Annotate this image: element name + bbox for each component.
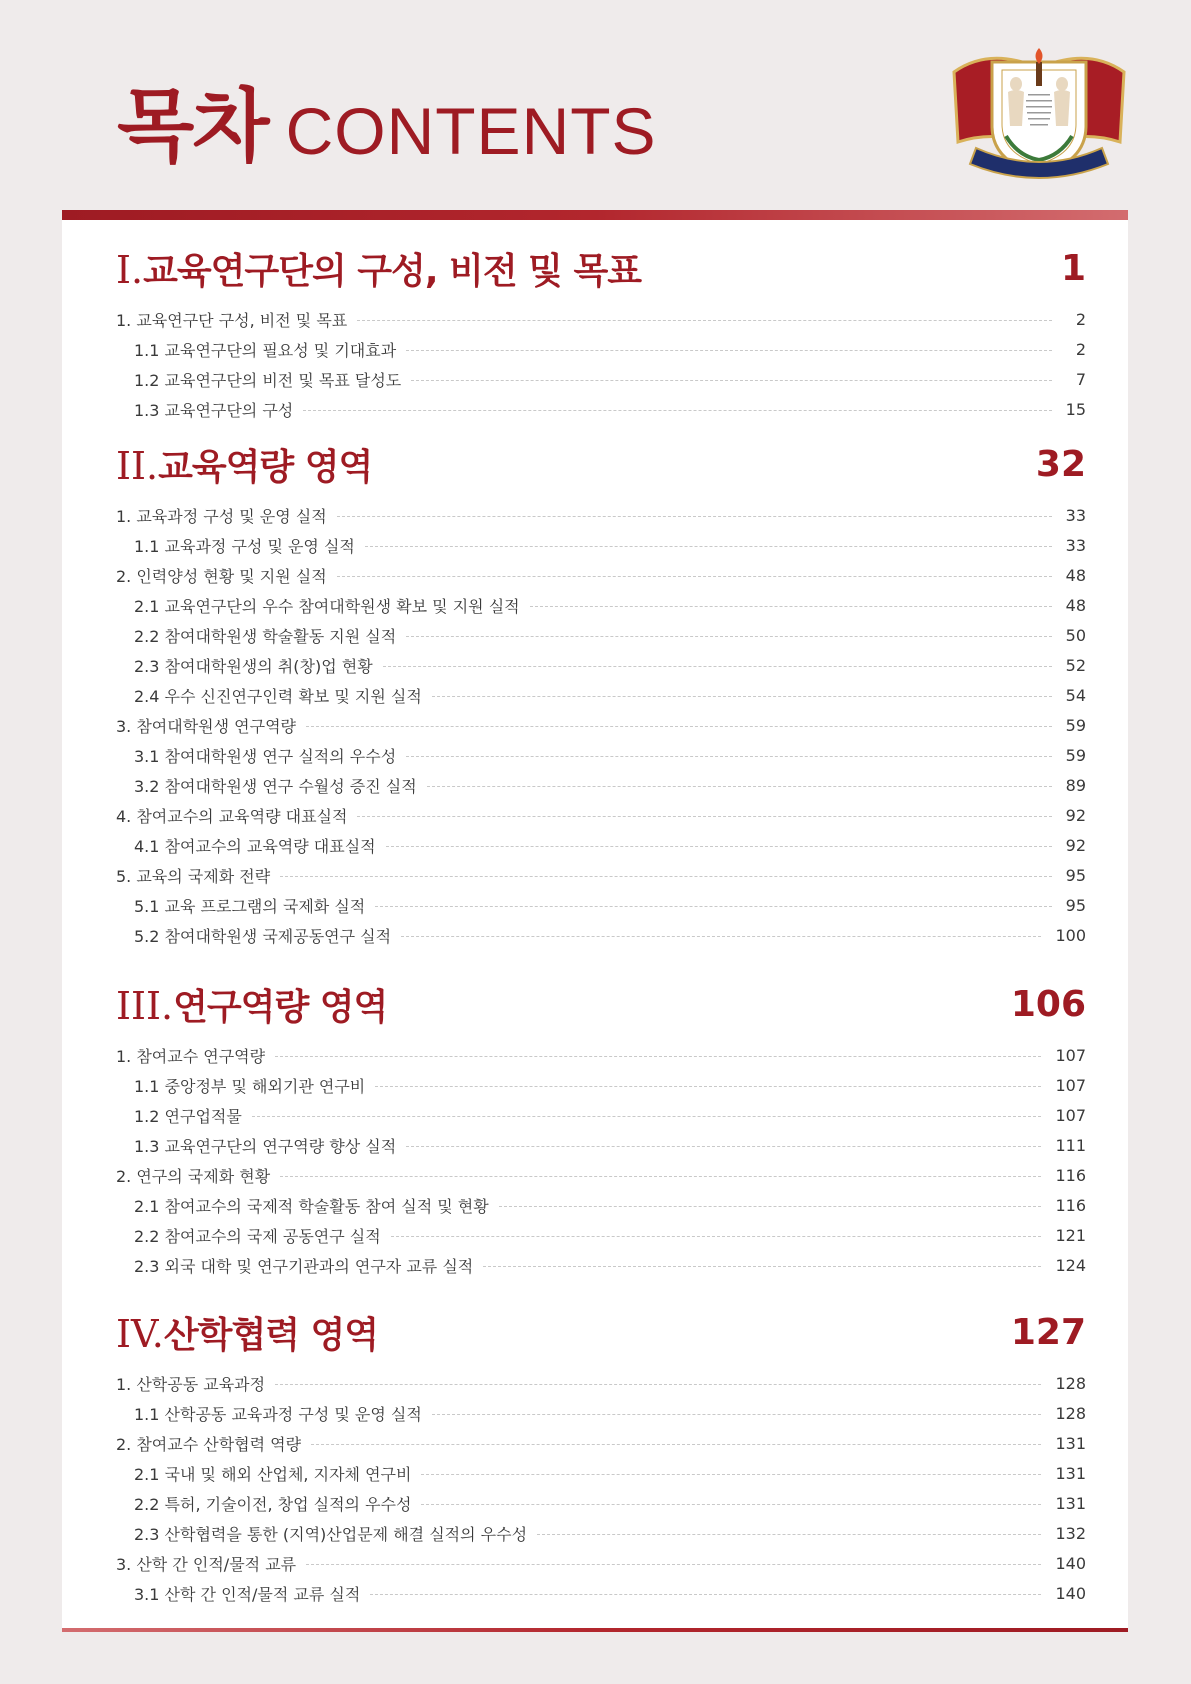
toc-subentry[interactable] [116,920,1086,950]
entry-page-number: 128 [1055,1403,1086,1423]
dotted-leader [499,1206,1042,1207]
dotted-leader [275,1056,1041,1057]
entry-label: 3.1 산학 간 인적/물적 교류 실적 [134,1584,361,1604]
entry-label: 3.2 참여대학원생 연구 수월성 증진 실적 [134,776,417,796]
entry-page-number: 100 [1055,925,1086,945]
entry-page-number: 140 [1055,1583,1086,1603]
entry-label: 2.2 참여대학원생 학술활동 지원 실적 [134,626,397,646]
section-title [116,243,641,294]
entry-label: 1. 산학공동 교육과정 [116,1374,266,1394]
section-title-text: 산학협력 영역 [163,1314,379,1356]
toc-subentry[interactable] [116,740,1086,770]
entry-label: 4.1 참여교수의 교육역량 대표실적 [134,836,376,856]
university-emblem-icon [948,44,1130,184]
dotted-leader [275,1384,1041,1385]
toc-section [116,432,1086,972]
section-number: III. [116,983,174,1028]
dotted-leader [306,726,1052,727]
dotted-leader [252,1116,1042,1117]
entry-label: 5. 교육의 국제화 전략 [116,866,271,886]
entry-page-number: 59 [1065,715,1086,735]
section-heading[interactable] [116,972,1086,1036]
dotted-leader [280,876,1051,877]
toc-section [116,1300,1086,1622]
toc-subentry[interactable] [116,650,1086,680]
section-title [116,1307,378,1358]
toc-subentry[interactable] [116,620,1086,650]
toc-subentry[interactable] [116,1488,1086,1518]
entry-label: 1.3 교육연구단의 구성 [134,400,294,420]
dotted-leader [357,816,1051,817]
toc-subentry[interactable] [116,1220,1086,1250]
top-accent-bar [62,210,1128,220]
entry-label: 2. 참여교수 산학협력 역량 [116,1434,302,1454]
entry-page-number: 92 [1065,835,1086,855]
section-entries [116,300,1086,432]
entry-page-number: 116 [1055,1165,1086,1185]
toc-subentry[interactable] [116,1458,1086,1488]
dotted-leader [421,1504,1041,1505]
entry-page-number: 2 [1075,339,1086,359]
entry-label: 2.2 특허, 기술이전, 창업 실적의 우수성 [134,1494,412,1514]
dotted-leader [365,546,1052,547]
dotted-leader [411,380,1052,381]
dotted-leader [421,1474,1041,1475]
toc-subentry[interactable] [116,680,1086,710]
toc-subentry[interactable] [116,1250,1086,1280]
section-number: II. [116,443,159,488]
toc-subentry[interactable] [116,770,1086,800]
dotted-leader [406,636,1051,637]
dotted-leader [530,606,1052,607]
section-number: IV. [116,1311,164,1356]
entry-label: 2.4 우수 신진연구인력 확보 및 지원 실적 [134,686,422,706]
entry-label: 1.1 산학공동 교육과정 구성 및 운영 실적 [134,1404,422,1424]
section-page-number: 1 [1060,247,1086,289]
entry-page-number: 7 [1075,369,1086,389]
entry-page-number: 50 [1065,625,1086,645]
dotted-leader [370,1594,1041,1595]
toc-entry[interactable] [116,1160,1086,1190]
entry-label: 1. 교육연구단 구성, 비전 및 목표 [116,310,348,330]
toc-subentry[interactable] [116,890,1086,920]
section-page-number: 32 [1035,443,1086,485]
section-entries [116,1036,1086,1300]
entry-label: 5.1 교육 프로그램의 국제화 실적 [134,896,366,916]
entry-label: 1.2 교육연구단의 비전 및 목표 달성도 [134,370,402,390]
section-entries [116,496,1086,972]
entry-label: 2.3 외국 대학 및 연구기관과의 연구자 교류 실적 [134,1256,474,1276]
entry-label: 1.2 연구업적물 [134,1106,242,1126]
entry-page-number: 124 [1055,1255,1086,1275]
section-page-number: 106 [1010,983,1086,1025]
entry-label: 1.1 교육연구단의 필요성 및 기대효과 [134,340,397,360]
toc-section [116,972,1086,1300]
toc-entry[interactable] [116,1428,1086,1458]
entry-page-number: 121 [1055,1225,1086,1245]
toc-subentry[interactable] [116,1578,1086,1608]
toc-entry[interactable] [116,304,1086,334]
toc-subentry[interactable] [116,1070,1086,1100]
dotted-leader [303,410,1051,411]
entry-label: 2. 인력양성 현황 및 지원 실적 [116,566,327,586]
page-header [0,0,1191,210]
section-title-text: 교육연구단의 구성, 비전 및 목표 [143,250,641,292]
entry-page-number: 33 [1065,505,1086,525]
section-title-text: 연구역량 영역 [173,986,388,1028]
dotted-leader [406,756,1051,757]
entry-page-number: 89 [1065,775,1086,795]
dotted-leader [383,666,1052,667]
dotted-leader [406,1146,1041,1147]
entry-page-number: 132 [1055,1523,1086,1543]
toc-subentry[interactable] [116,830,1086,860]
dotted-leader [280,1176,1041,1177]
entry-page-number: 107 [1055,1045,1086,1065]
toc-subentry[interactable] [116,394,1086,424]
entry-page-number: 48 [1065,595,1086,615]
toc-subentry[interactable] [116,1518,1086,1548]
section-heading[interactable] [116,236,1086,300]
dotted-leader [427,786,1052,787]
toc-entry[interactable] [116,710,1086,740]
entry-label: 5.2 참여대학원생 국제공동연구 실적 [134,926,392,946]
entry-label: 4. 참여교수의 교육역량 대표실적 [116,806,348,826]
dotted-leader [311,1444,1041,1445]
entry-page-number: 107 [1055,1075,1086,1095]
entry-page-number: 2 [1075,309,1086,329]
toc-subentry[interactable] [116,1398,1086,1428]
section-page-number: 127 [1010,1311,1086,1353]
entry-page-number: 128 [1055,1373,1086,1393]
toc-entry[interactable] [116,800,1086,830]
entry-label: 3. 산학 간 인적/물적 교류 [116,1554,297,1574]
entry-page-number: 15 [1065,399,1086,419]
section-entries [116,1364,1086,1622]
section-number: I. [116,247,144,292]
entry-page-number: 140 [1055,1553,1086,1573]
entry-label: 2.1 교육연구단의 우수 참여대학원생 확보 및 지원 실적 [134,596,520,616]
toc-subentry[interactable] [116,364,1086,394]
dotted-leader [357,320,1052,321]
section-title [116,439,372,490]
entry-label: 1.1 교육과정 구성 및 운영 실적 [134,536,355,556]
entry-page-number: 95 [1065,865,1086,885]
entry-label: 3.1 참여대학원생 연구 실적의 우수성 [134,746,397,766]
toc-subentry[interactable] [116,530,1086,560]
entry-page-number: 59 [1065,745,1086,765]
dotted-leader [406,350,1052,351]
dotted-leader [375,906,1051,907]
entry-page-number: 131 [1055,1493,1086,1513]
dotted-leader [337,516,1052,517]
table-of-contents [116,236,1086,1622]
entry-label: 2.3 산학협력을 통한 (지역)산업문제 해결 실적의 우수성 [134,1524,528,1544]
entry-page-number: 131 [1055,1463,1086,1483]
toc-section [116,236,1086,432]
section-title-text: 교육역량 영역 [158,446,373,488]
entry-page-number: 92 [1065,805,1086,825]
toc-entry[interactable] [116,1548,1086,1578]
section-heading[interactable] [116,432,1086,496]
toc-entry[interactable] [116,1040,1086,1070]
entry-label: 2. 연구의 국제화 현황 [116,1166,271,1186]
entry-page-number: 54 [1065,685,1086,705]
entry-page-number: 52 [1065,655,1086,675]
entry-page-number: 116 [1055,1195,1086,1215]
toc-entry[interactable] [116,860,1086,890]
entry-label: 1.3 교육연구단의 연구역량 향상 실적 [134,1136,397,1156]
entry-label: 2.1 참여교수의 국제적 학술활동 참여 실적 및 현황 [134,1196,489,1216]
entry-page-number: 107 [1055,1105,1086,1125]
entry-label: 1.1 중앙정부 및 해외기관 연구비 [134,1076,366,1096]
entry-label: 2.1 국내 및 해외 산업체, 지자체 연구비 [134,1464,412,1484]
dotted-leader [401,936,1041,937]
dotted-leader [386,846,1052,847]
dotted-leader [306,1564,1041,1565]
entry-page-number: 48 [1065,565,1086,585]
toc-entry[interactable] [116,500,1086,530]
section-heading[interactable] [116,1300,1086,1364]
entry-label: 2.2 참여교수의 국제 공동연구 실적 [134,1226,381,1246]
toc-entry[interactable] [116,1368,1086,1398]
entry-label: 3. 참여대학원생 연구역량 [116,716,296,736]
entry-label: 1. 교육과정 구성 및 운영 실적 [116,506,327,526]
dotted-leader [537,1534,1041,1535]
title-english: CONTENTS [285,94,657,168]
dotted-leader [432,696,1052,697]
dotted-leader [391,1236,1042,1237]
page-title [117,62,657,177]
entry-page-number: 33 [1065,535,1086,555]
toc-subentry[interactable] [116,590,1086,620]
entry-page-number: 95 [1065,895,1086,915]
toc-subentry[interactable] [116,1100,1086,1130]
toc-subentry[interactable] [116,334,1086,364]
toc-subentry[interactable] [116,1130,1086,1160]
bottom-accent-bar [62,1628,1128,1632]
dotted-leader [483,1266,1041,1267]
section-title [116,979,387,1030]
entry-label: 2.3 참여대학원생의 취(창)업 현황 [134,656,373,676]
dotted-leader [432,1414,1042,1415]
title-korean: 목차 [117,80,268,173]
dotted-leader [375,1086,1041,1087]
toc-entry[interactable] [116,560,1086,590]
entry-page-number: 131 [1055,1433,1086,1453]
entry-label: 1. 참여교수 연구역량 [116,1046,266,1066]
dotted-leader [337,576,1052,577]
toc-subentry[interactable] [116,1190,1086,1220]
entry-page-number: 111 [1055,1135,1086,1155]
